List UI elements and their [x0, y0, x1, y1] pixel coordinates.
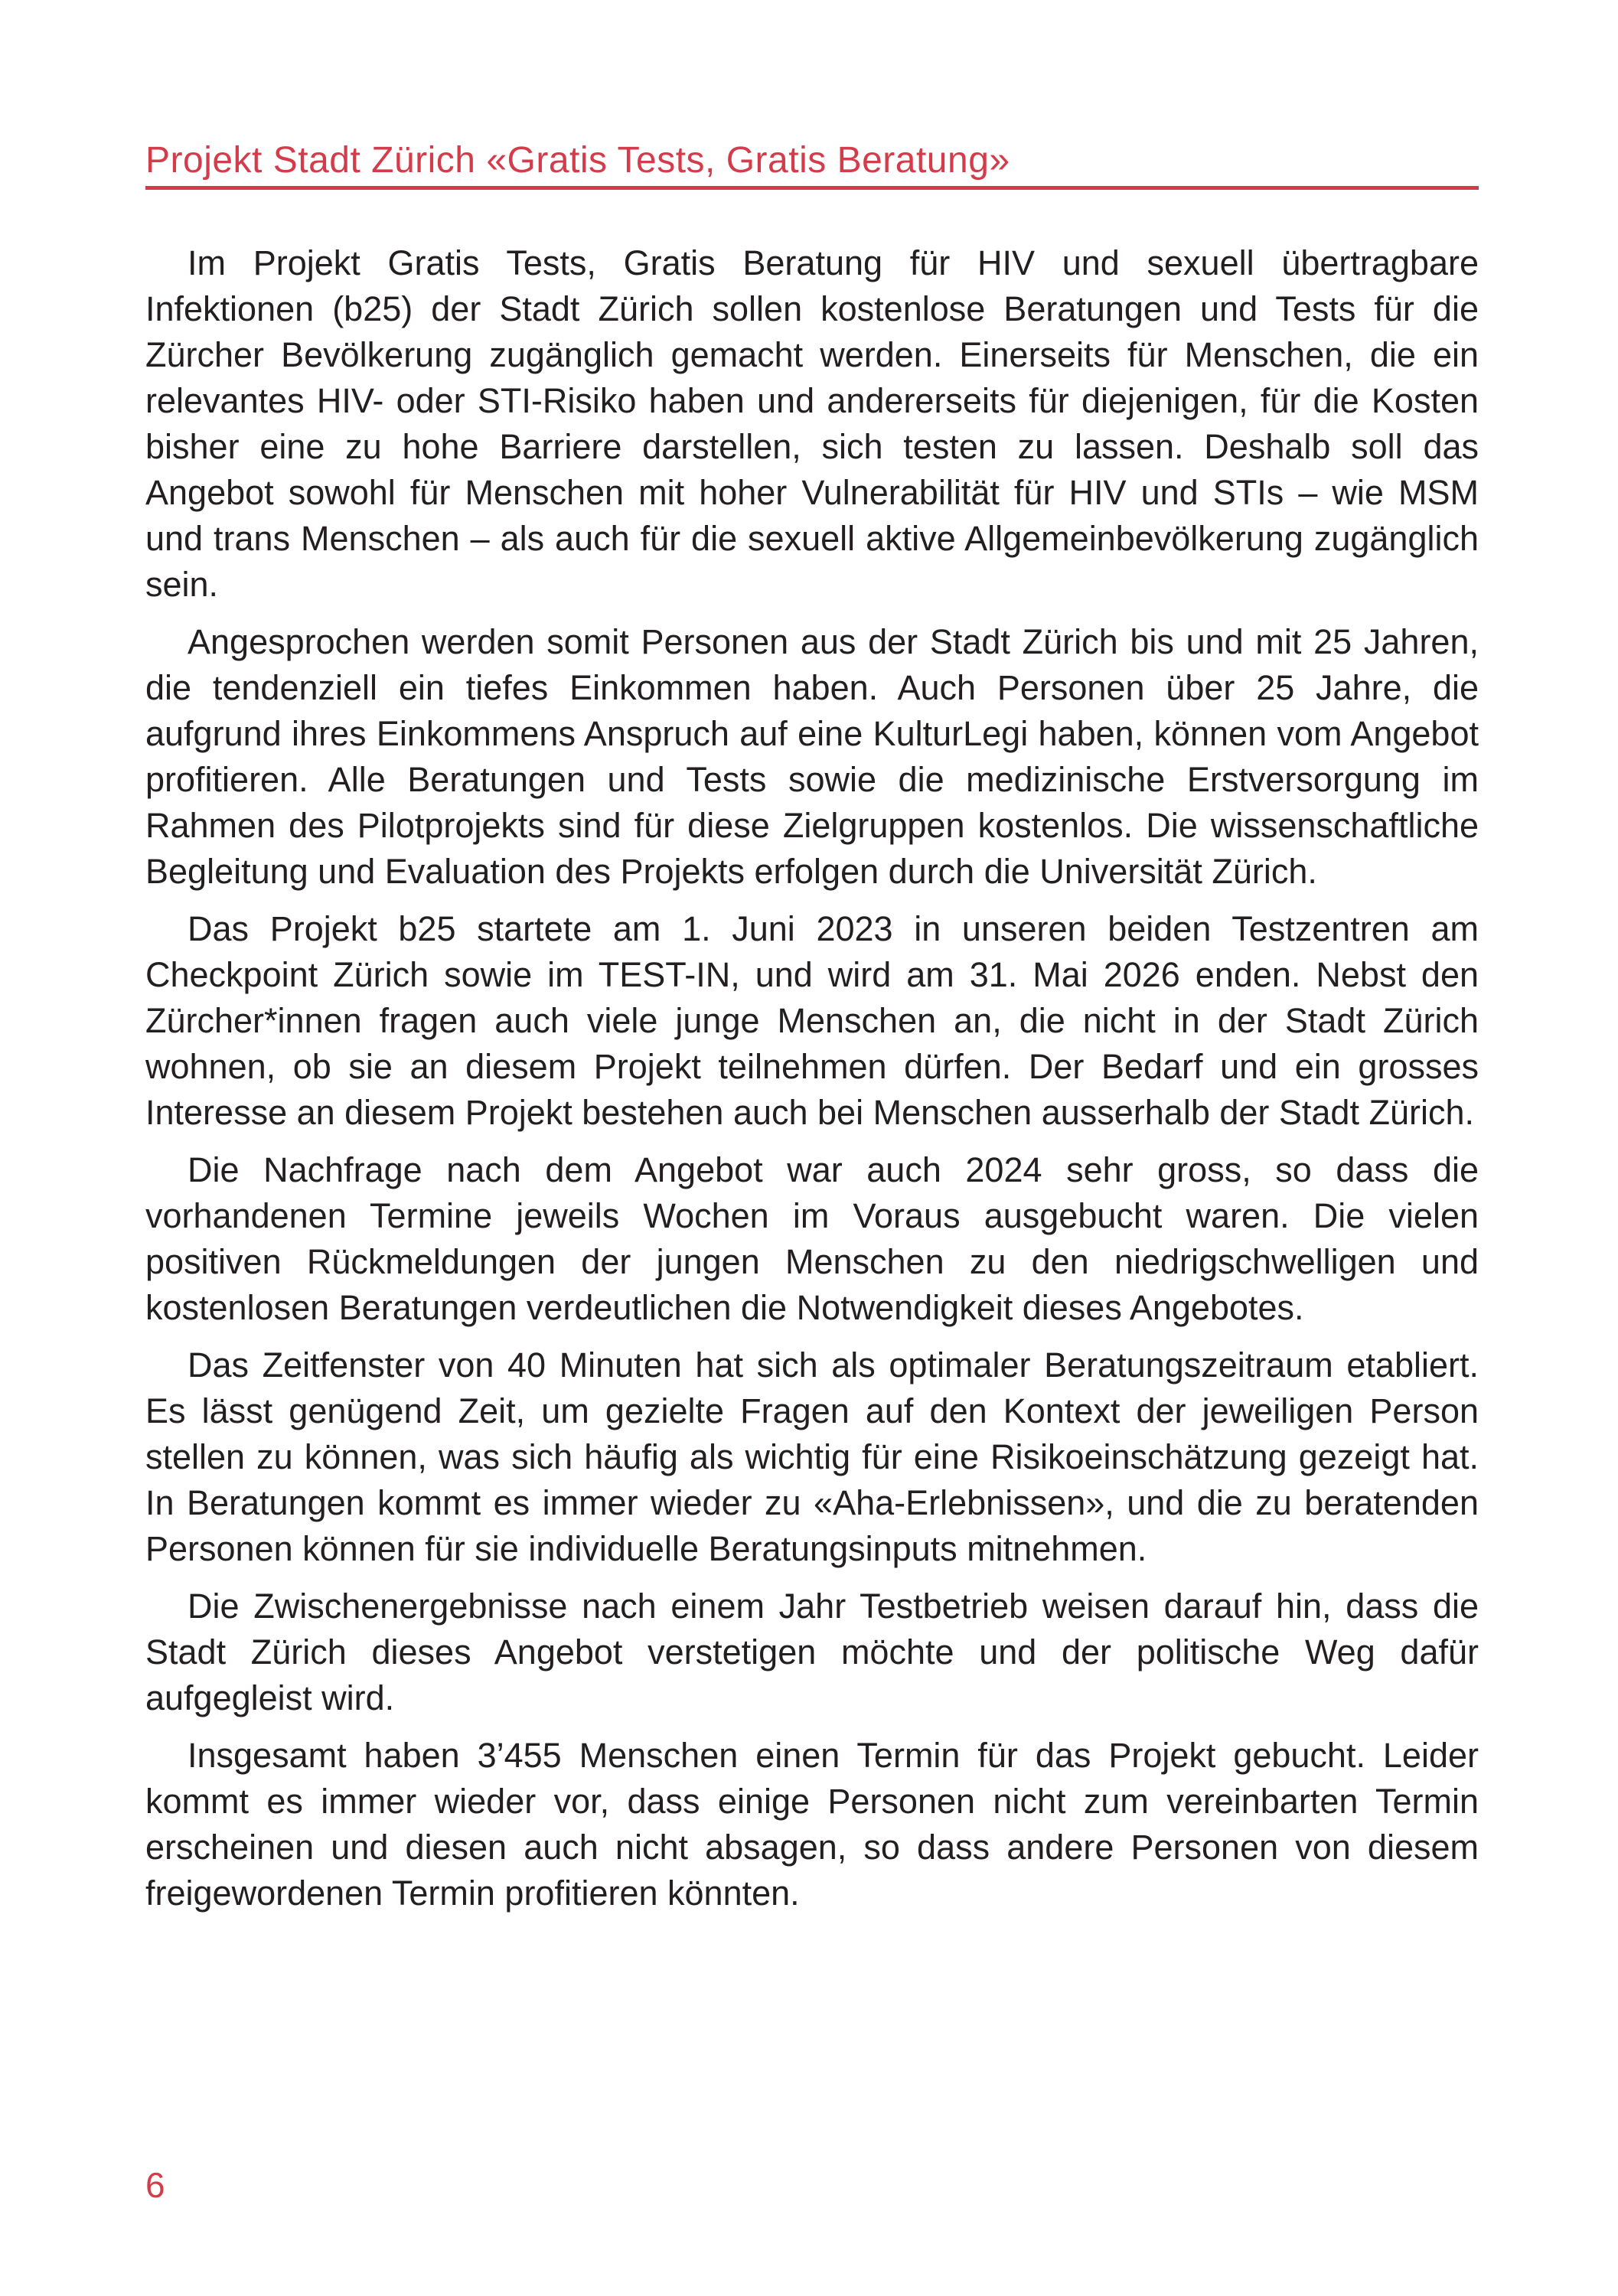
paragraph-bookings-total: Insgesamt haben 3’455 Menschen einen Termin für das Projekt gebucht. Leider kommt es immer wieder vor, dass einige Personen nicht zum vereinbarten Termin erscheinen und diesen auch nicht absagen, so dass andere Personen von diesem freigewordenen Termin profitieren könnten.: [145, 1736, 1479, 1913]
page-number: 6: [145, 2165, 165, 2205]
paragraph-demand-2024: Die Nachfrage nach dem Angebot war auch 2024 sehr gross, so dass die vorhandenen Termine jeweils Wochen im Voraus ausgebucht waren. Die vielen positiven Rückmeldungen der jungen Menschen zu den niedrigschwelligen und kostenlosen Beratungen verdeutlichen die Notwendigkeit dieses Angebotes.: [145, 1150, 1479, 1327]
page-title: Projekt Stadt Zürich «Gratis Tests, Gratis Beratung»: [145, 140, 1010, 181]
body-text: [145, 240, 1479, 1928]
paragraph-intro: Im Projekt Gratis Tests, Gratis Beratung für HIV und sexuell übertragbare Infektionen (b25) der Stadt Zürich sollen kostenlose Beratungen und Tests für die Zürcher Bevölkerung zugänglich gemacht werden. Einerseits für Menschen, die ein relevantes HIV- oder STI-Risiko haben und andererseits für diejenigen, für die Kosten bisher eine zu hohe Barriere darstellen, sich testen zu lassen. Deshalb soll das Angebot sowohl für Menschen mit hoher Vulnerabilität für HIV und STIs – wie MSM und trans Menschen – als auch für die sexuell aktive Allgemeinbevölkerung zugänglich sein.: [145, 243, 1479, 604]
paragraph-target-groups: Angesprochen werden somit Personen aus der Stadt Zürich bis und mit 25 Jahren, die tendenziell ein tiefes Einkommen haben. Auch Personen über 25 Jahre, die aufgrund ihres Einkommens Anspruch auf eine KulturLegi haben, können vom Angebot profitieren. Alle Beratungen und Tests sowie die medizinische Erstversorgung im Rahmen des Pilotprojekts sind für diese Zielgruppen kostenlos. Die wissenschaftliche Begleitung und Evaluation des Projekts erfolgen durch die Universität Zürich.: [145, 622, 1479, 891]
title-underline-rule: [145, 186, 1479, 190]
paragraph-time-window: Das Zeitfenster von 40 Minuten hat sich als optimaler Beratungszeitraum etabliert. Es lässt genügend Zeit, um gezielte Fragen auf den Kontext der jeweiligen Person stellen zu können, was sich häufig als wichtig für eine Risikoeinschätzung gezeigt hat. In Beratungen kommt es immer wieder zu «Aha-Erlebnissen», und die zu beratenden Personen können für sie individuelle Beratungsinputs mitnehmen.: [145, 1345, 1479, 1568]
paragraph-project-duration: Das Projekt b25 startete am 1. Juni 2023 in unseren beiden Testzentren am Checkpoint Zürich sowie im TEST-IN, und wird am 31. Mai 2026 enden. Nebst den Zürcher*innen fragen auch viele junge Menschen an, die nicht in der Stadt Zürich wohnen, ob sie an diesem Projekt teilnehmen dürfen. Der Bedarf und ein grosses Interesse an diesem Projekt bestehen auch bei Menschen ausserhalb der Stadt Zürich.: [145, 909, 1479, 1132]
paragraph-interim-results: Die Zwischenergebnisse nach einem Jahr Testbetrieb weisen darauf hin, dass die Stadt Zürich dieses Angebot verstetigen möchte und der politische Weg dafür aufgegleist wird.: [145, 1587, 1479, 1717]
